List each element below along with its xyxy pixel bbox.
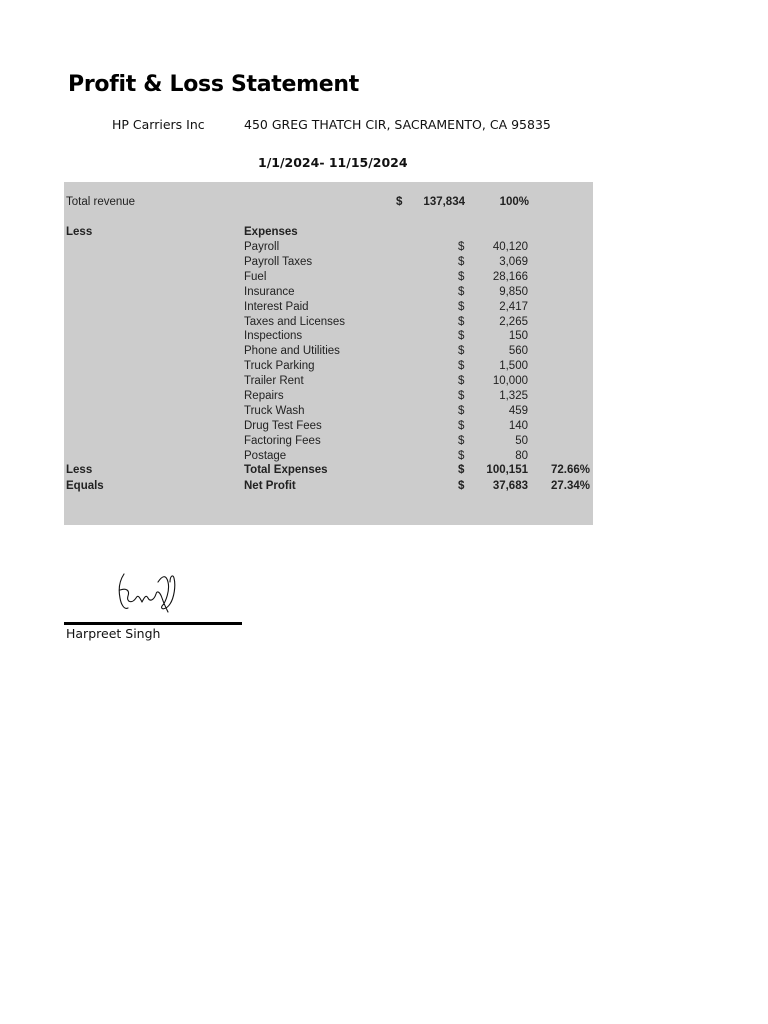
net-profit-prefix: Equals [66, 480, 104, 492]
expense-item-amount: 459 [508, 404, 528, 417]
expense-item-currency: $ [458, 300, 465, 313]
expense-item-name: Repairs [244, 390, 284, 402]
expense-item-amount: 2,265 [499, 315, 528, 328]
page-title: Profit & Loss Statement [68, 72, 359, 97]
expense-item-name: Insurance [244, 285, 295, 298]
expense-item-currency: $ [458, 404, 465, 417]
total-expenses-prefix: Less [66, 464, 93, 476]
expenses-header: Expenses [244, 226, 298, 238]
expense-item-name: Drug Test Fees [244, 419, 322, 432]
expense-item-amount: 50 [515, 434, 528, 447]
expense-item-amount: 140 [508, 419, 528, 432]
expense-item-currency: $ [458, 375, 465, 388]
signature-line [64, 622, 242, 625]
expense-item-name: Trailer Rent [244, 375, 304, 388]
expense-item-currency: $ [458, 390, 465, 402]
total-expenses-currency: $ [458, 464, 465, 476]
expense-item-name: Factoring Fees [244, 434, 321, 447]
total-expenses-amount: 100,151 [486, 464, 528, 476]
expense-item-name: Taxes and Licenses [244, 315, 346, 328]
expense-item-currency: $ [458, 285, 465, 298]
expense-item-amount: 1,325 [499, 390, 528, 402]
expense-item-amount: 1,500 [499, 360, 528, 373]
total-expenses-label: Total Expenses [244, 464, 328, 476]
statement-table [64, 182, 593, 525]
expense-item-amount: 3,069 [499, 255, 528, 268]
signature-scribble [110, 568, 190, 624]
expense-item-amount: 560 [508, 345, 528, 358]
expense-item-amount: 150 [508, 330, 528, 343]
expense-item-name: Payroll Taxes [244, 255, 313, 268]
expense-item-name: Truck Parking [244, 360, 315, 373]
expense-item-currency: $ [458, 241, 465, 253]
revenue-label: Total revenue [66, 196, 136, 208]
net-profit-amount: 37,683 [492, 480, 528, 492]
company-address: 450 GREG THATCH CIR, SACRAMENTO, CA 95835 [244, 117, 551, 132]
expense-item-name: Truck Wash [244, 404, 305, 417]
net-profit-currency: $ [458, 480, 465, 492]
expense-item-name: Payroll [244, 241, 280, 253]
expense-item-amount: 28,166 [492, 270, 528, 283]
reporting-period: 1/1/2024- 11/15/2024 [258, 155, 408, 170]
expense-item-currency: $ [458, 270, 465, 283]
net-profit-label: Net Profit [244, 480, 296, 492]
less-label: Less [66, 226, 93, 238]
expense-item-currency: $ [458, 315, 465, 328]
signer-name: Harpreet Singh [66, 626, 161, 641]
expense-item-amount: 80 [515, 449, 528, 462]
expense-item-name: Phone and Utilities [244, 345, 340, 358]
expense-item-currency: $ [458, 345, 465, 358]
expense-item-amount: 40,120 [492, 241, 528, 253]
signature-image [110, 568, 190, 624]
revenue-currency: $ [396, 196, 403, 208]
expense-item-name: Interest Paid [244, 300, 309, 313]
revenue-amount: 137,834 [423, 196, 465, 208]
expense-item-name: Postage [244, 449, 287, 462]
expense-item-amount: 9,850 [499, 285, 528, 298]
expense-item-currency: $ [458, 255, 465, 268]
net-profit-percent: 27.34% [550, 480, 590, 492]
expense-item-currency: $ [458, 449, 465, 462]
expense-item-name: Fuel [244, 270, 267, 283]
revenue-percent: 100% [499, 196, 529, 208]
expense-item-amount: 10,000 [492, 375, 528, 388]
expense-item-name: Inspections [244, 330, 303, 343]
company-name: HP Carriers Inc [112, 117, 205, 132]
expense-item-currency: $ [458, 434, 465, 447]
expense-item-currency: $ [458, 360, 465, 373]
total-expenses-percent: 72.66% [550, 464, 590, 476]
expense-item-currency: $ [458, 330, 465, 343]
expense-item-currency: $ [458, 419, 465, 432]
expense-item-amount: 2,417 [499, 300, 528, 313]
